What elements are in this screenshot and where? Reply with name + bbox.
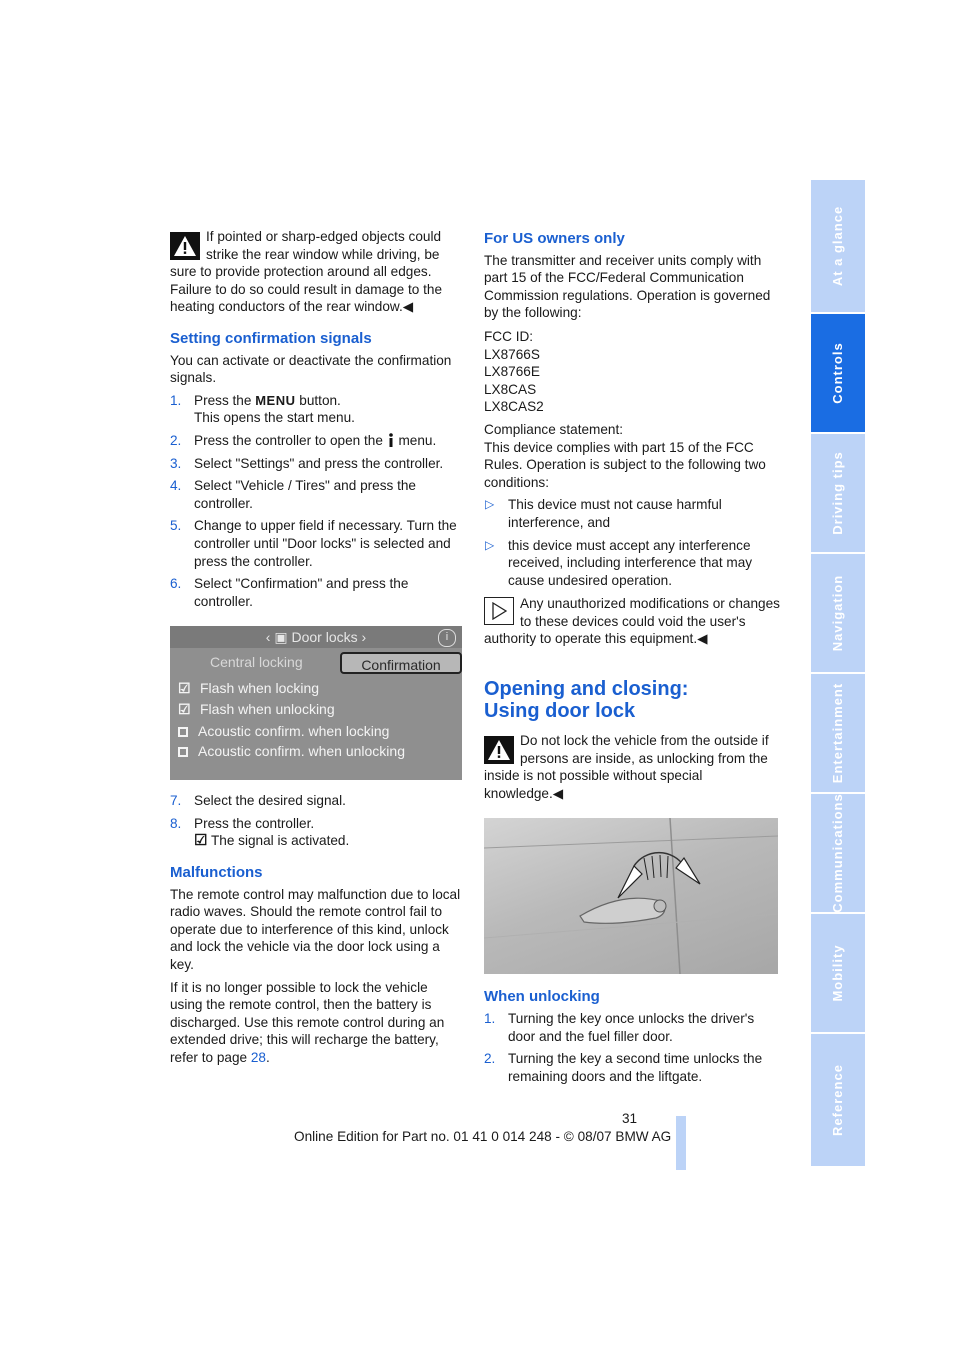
note-icon xyxy=(484,597,514,625)
page-title-line: Opening and closing: xyxy=(484,678,689,701)
step-number: 2. xyxy=(484,1051,496,1067)
steps-list xyxy=(484,1010,780,1085)
step-text: Turning the key once unlocks the driver's door and the fuel filler door. xyxy=(508,1011,755,1044)
step-number: 2. xyxy=(170,432,182,448)
door-lock-photo xyxy=(484,818,778,974)
list-item xyxy=(484,1010,780,1045)
list-item xyxy=(170,517,462,570)
section-title: For US owners only xyxy=(484,230,625,247)
step-text: Select "Confirmation" and press the controller. xyxy=(194,576,409,609)
list-item xyxy=(170,792,462,810)
option-label: Acoustic confirm. when locking xyxy=(198,723,390,740)
step-number: 4. xyxy=(170,478,182,494)
step-text: Press the xyxy=(194,392,252,408)
step-text: Press the controller to open the xyxy=(194,432,383,448)
note-text: Any unauthorized modifications or changes to these devices could void the user's authority to operate this equipment.◀ xyxy=(484,596,780,647)
menu-button-label: MENU xyxy=(255,392,296,408)
step-subtext: The signal is activated. xyxy=(210,833,350,849)
step-number: 1. xyxy=(170,392,182,408)
step-text: Select "Settings" and press the controller. xyxy=(194,455,444,471)
step-number: 7. xyxy=(170,793,182,809)
paragraph: The remote control may malfunction due to local radio waves. Should the remote control fail to operate due to interference of this kind, unlock and lock the vehicle via the door lock using a key. xyxy=(170,886,461,973)
list-item xyxy=(170,392,462,427)
list-item xyxy=(170,477,462,512)
step-text: Turning the key a second time unlocks the remaining doors and the liftgate. xyxy=(508,1051,763,1084)
step-subtext: This opens the start menu. xyxy=(194,410,355,426)
fcc-label: FCC ID: xyxy=(484,328,534,344)
page-title xyxy=(484,678,780,722)
step-text: Select "Vehicle / Tires" and press the controller. xyxy=(194,478,416,511)
tab-navigation[interactable] xyxy=(811,554,865,672)
section-intro: You can activate or deactivate the confirmation signals. xyxy=(170,352,452,386)
paragraph: The transmitter and receiver units comply with part 15 of the FCC/Federal Communication Commission regulations. Operation is governed by the following: xyxy=(484,252,771,321)
option-label: Flash when unlocking xyxy=(200,701,335,718)
steps-list xyxy=(170,792,462,850)
tab-driving-tips[interactable] xyxy=(811,434,865,552)
step-text: Change to upper field if necessary. Turn the controller until "Door locks" is selected and press the controller. xyxy=(194,518,457,569)
compliance-block xyxy=(484,421,780,491)
chevron-left-icon: ‹ xyxy=(265,629,271,646)
page-title-line: Using door lock xyxy=(484,700,636,723)
chapter-tabs xyxy=(811,180,865,1168)
bullet-text: this device must accept any interference received, including interference that may cause undesired operation. xyxy=(508,537,753,588)
info-icon: i xyxy=(438,629,456,647)
idrive-screen xyxy=(170,626,462,780)
warning-text: If pointed or sharp-edged objects could strike the rear window while driving, be sure to provide protection around all edges. Failure to do so could result in damage to the heating conductors of the rear window.◀ xyxy=(170,229,443,315)
paragraph-text: . xyxy=(266,1050,270,1065)
tab-central-locking: Central locking xyxy=(210,654,303,671)
warning-note xyxy=(484,732,780,802)
tab-label: Entertainment xyxy=(830,682,846,784)
list-item xyxy=(484,537,780,590)
step-text: Select the desired signal. xyxy=(194,793,346,809)
bullet-triangle-icon: ▷ xyxy=(485,537,495,552)
section-title: Malfunctions xyxy=(170,864,263,882)
step-text: Press the controller. xyxy=(194,815,315,831)
screen-option xyxy=(178,741,405,761)
warning-text: Do not lock the vehicle from the outside if persons are inside, as unlocking from the inside is not possible without special knowledge.◀ xyxy=(484,733,769,801)
warning-icon xyxy=(170,232,200,260)
tab-label: Reference xyxy=(830,1064,846,1136)
list-item xyxy=(484,496,780,531)
fcc-id: LX8CAS xyxy=(484,381,537,397)
screen-option xyxy=(178,678,319,698)
page-link[interactable]: 28 xyxy=(250,1050,266,1065)
tab-label: Driving tips xyxy=(830,451,846,535)
fcc-id: LX8766E xyxy=(484,364,540,380)
paragraph-text: If it is no longer possible to lock the vehicle using the remote control, then the battery is discharged. Use this remote control during an extended drive; this will recharge the battery, refer to page xyxy=(170,979,445,1065)
checkbox-empty-icon xyxy=(178,747,188,757)
warning-icon xyxy=(484,736,514,764)
fcc-block xyxy=(484,328,780,416)
section-title: When unlocking xyxy=(484,988,600,1006)
list-item xyxy=(484,1050,780,1085)
list-item xyxy=(170,432,462,450)
tab-label: Navigation xyxy=(830,574,846,652)
fcc-id: LX8CAS2 xyxy=(484,399,544,415)
checkmark-icon: ☑ xyxy=(178,680,191,697)
list-item xyxy=(170,575,462,610)
checkmark-icon: ☑ xyxy=(194,832,208,850)
car-icon: ▣ xyxy=(274,629,288,646)
footer-accent-bar xyxy=(676,1116,686,1170)
list-item xyxy=(170,455,462,473)
step-number: 8. xyxy=(170,815,182,831)
checkmark-icon: ☑ xyxy=(178,701,191,718)
option-label: Flash when locking xyxy=(200,680,320,697)
info-icon xyxy=(387,433,395,447)
note xyxy=(484,595,780,648)
paragraph xyxy=(170,979,462,1067)
step-number: 1. xyxy=(484,1011,496,1027)
step-text: menu. xyxy=(398,432,437,448)
page-number: 31 xyxy=(622,1111,638,1126)
option-label: Acoustic confirm. when unlocking xyxy=(198,743,405,760)
tab-label: Controls xyxy=(830,342,846,404)
chevron-right-icon: › xyxy=(361,629,367,646)
tab-label: Mobility xyxy=(830,944,846,1002)
tab-label: Communications xyxy=(830,793,846,913)
screen-header xyxy=(170,626,462,648)
list-item xyxy=(170,815,462,850)
screen-option xyxy=(178,699,335,719)
screen-tabs xyxy=(170,652,462,676)
door-handle-illustration xyxy=(484,818,778,974)
tab-mobility[interactable] xyxy=(811,914,865,1032)
screen-header-title: Door locks xyxy=(291,629,358,646)
step-text: button. xyxy=(299,392,341,408)
tab-entertainment[interactable] xyxy=(811,674,865,792)
step-number: 6. xyxy=(170,576,182,592)
compliance-label: Compliance statement: xyxy=(484,421,624,437)
checkbox-empty-icon xyxy=(178,727,188,737)
compliance-text: This device complies with part 15 of the FCC Rules. Operation is subject to the following two conditions: xyxy=(484,439,766,490)
warning-note xyxy=(170,228,462,316)
bullet-triangle-icon: ▷ xyxy=(485,497,495,512)
fcc-id: LX8766S xyxy=(484,346,540,362)
section-title: Setting confirmation signals xyxy=(170,329,372,347)
steps-list xyxy=(170,392,462,611)
tab-reference[interactable] xyxy=(811,1034,865,1166)
tab-communications[interactable] xyxy=(811,794,865,912)
bullet-text: This device must not cause harmful interference, and xyxy=(508,497,722,530)
step-number: 5. xyxy=(170,518,182,534)
tab-controls[interactable] xyxy=(811,314,865,432)
step-number: 3. xyxy=(170,455,182,471)
bullet-list xyxy=(484,496,780,589)
tab-at-a-glance[interactable] xyxy=(811,180,865,312)
footer-edition: Online Edition for Part no. 01 41 0 014 248 - © 08/07 BMW AG xyxy=(294,1129,672,1144)
tab-confirmation: Confirmation xyxy=(340,652,462,674)
right-column xyxy=(484,228,780,1091)
screen-option xyxy=(178,721,389,741)
left-column xyxy=(170,228,462,1072)
tab-label: At a glance xyxy=(830,205,846,287)
